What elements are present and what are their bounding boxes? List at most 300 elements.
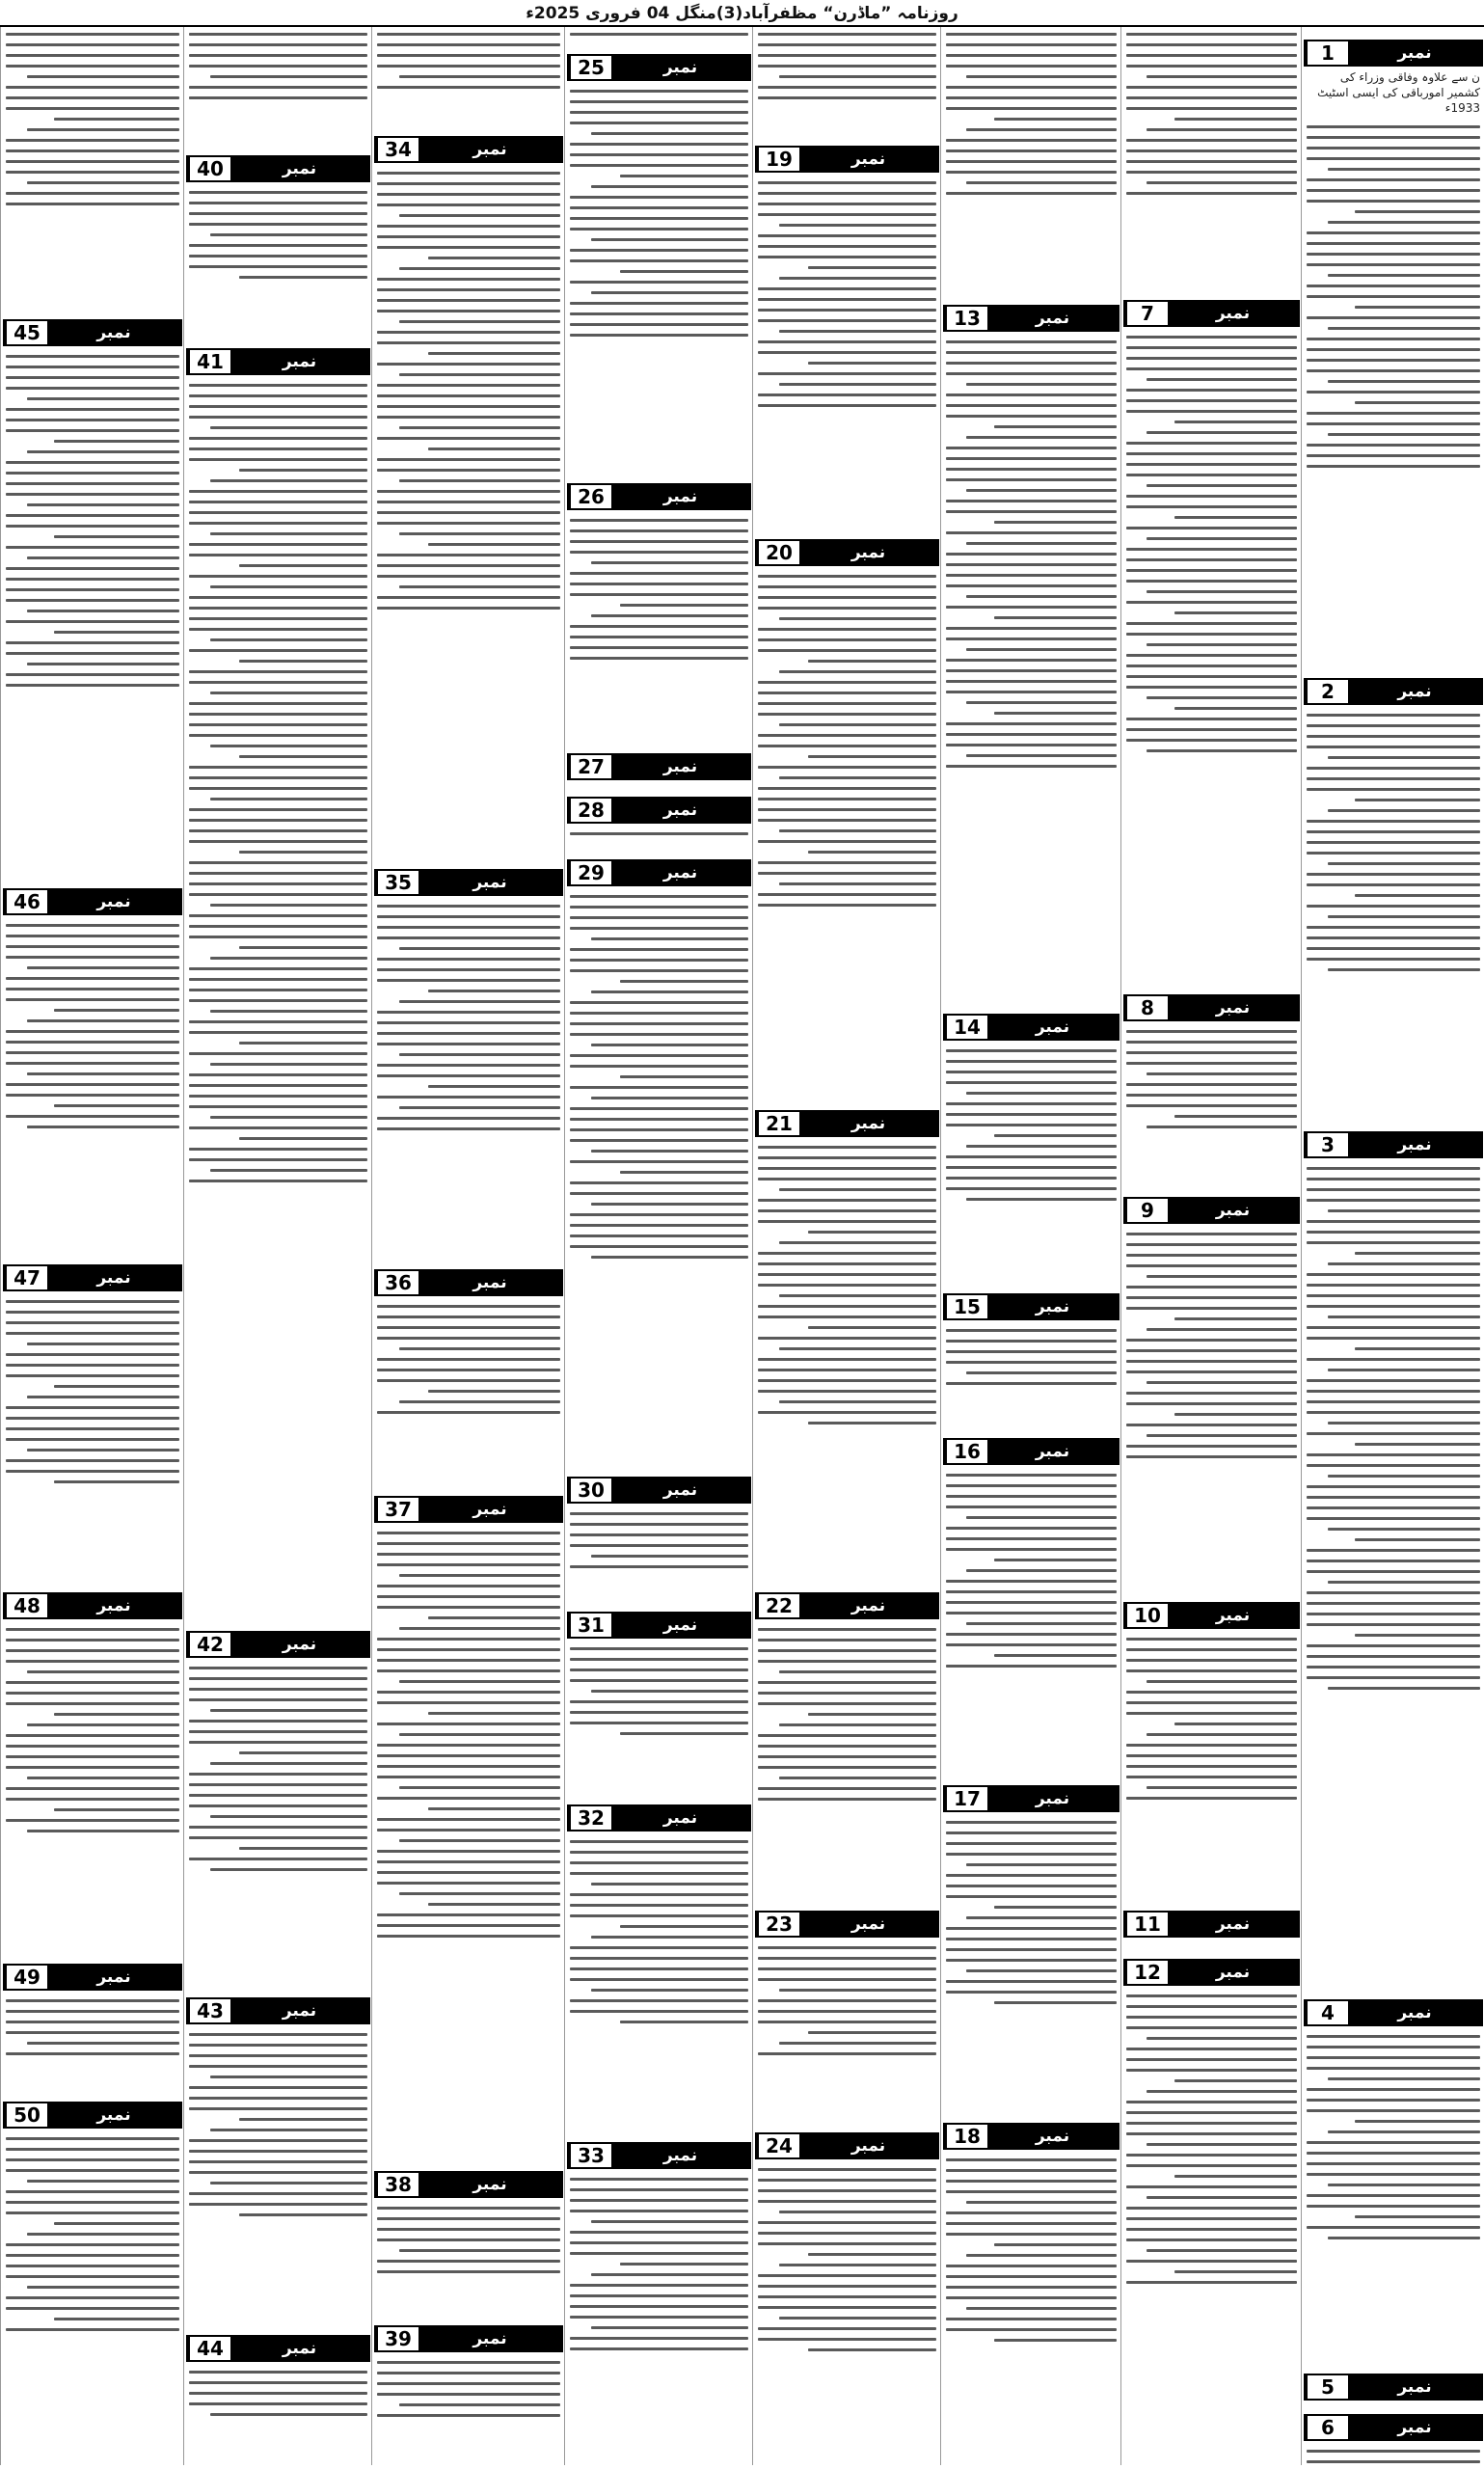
text-line — [377, 1316, 560, 1318]
text-line — [1355, 306, 1480, 309]
text-line — [1126, 107, 1297, 110]
text-line — [1174, 1413, 1297, 1416]
text-line — [1147, 431, 1297, 434]
article-text — [946, 1815, 1117, 2120]
text-line — [1307, 1506, 1480, 1509]
text-line — [570, 1118, 748, 1121]
section-head-23 — [755, 1911, 939, 1938]
text-line — [189, 2054, 367, 2057]
text-line — [1307, 1178, 1480, 1180]
text-line — [189, 2065, 367, 2068]
text-line — [1126, 1296, 1297, 1299]
text-line — [1126, 1445, 1297, 1448]
text-line — [758, 234, 936, 237]
text-line — [808, 1713, 936, 1716]
text-line — [779, 1347, 936, 1350]
text-line — [189, 1095, 367, 1098]
text-line — [1307, 1655, 1480, 1658]
text-line — [54, 1480, 179, 1483]
section-number: 45 — [5, 321, 47, 344]
text-line — [946, 393, 1117, 396]
text-line — [620, 980, 748, 983]
text-line — [758, 2306, 936, 2309]
text-line — [570, 2284, 748, 2287]
text-line — [758, 808, 936, 811]
text-line — [6, 387, 179, 390]
text-line — [1328, 809, 1480, 812]
text-line — [1126, 2228, 1297, 2231]
text-line — [189, 2150, 367, 2153]
text-line — [1126, 1669, 1297, 1672]
text-line — [54, 118, 179, 121]
text-line — [1147, 378, 1297, 381]
text-line — [758, 872, 936, 875]
text-line — [1126, 2026, 1297, 2029]
text-line — [377, 1064, 560, 1067]
text-line — [570, 1065, 748, 1068]
section-number: 37 — [376, 1498, 418, 1521]
text-line — [946, 1340, 1117, 1343]
text-line — [6, 1311, 179, 1314]
text-line — [1307, 147, 1480, 149]
text-line — [1126, 601, 1297, 604]
section-label: نمبر — [799, 2134, 937, 2157]
text-line — [239, 1137, 367, 1140]
text-line — [189, 1052, 367, 1055]
text-line — [189, 2171, 367, 2174]
text-line — [966, 2254, 1117, 2257]
text-line — [1126, 675, 1297, 678]
text-line — [591, 1555, 748, 1558]
text-line — [210, 692, 367, 694]
text-line — [1307, 1485, 1480, 1488]
text-line — [758, 1692, 936, 1695]
text-line — [377, 225, 560, 228]
text-line — [570, 1872, 748, 1875]
text-line — [946, 627, 1117, 630]
text-line — [570, 2337, 748, 2340]
text-line — [189, 734, 367, 737]
text-line — [1126, 33, 1297, 36]
news-column — [0, 27, 184, 2465]
text-line — [779, 330, 936, 333]
text-line — [399, 1733, 560, 1736]
text-line — [210, 2413, 367, 2416]
text-line — [946, 1484, 1117, 1487]
text-line — [377, 1326, 560, 1329]
text-line — [1126, 2069, 1297, 2072]
text-line — [6, 192, 179, 195]
text-line — [570, 1700, 748, 1703]
text-line — [6, 2031, 179, 2034]
text-line — [189, 490, 367, 493]
text-line — [1126, 718, 1297, 720]
text-line — [1126, 367, 1297, 370]
text-line — [1126, 622, 1297, 625]
text-line — [428, 448, 560, 450]
text-line — [1126, 2132, 1297, 2135]
text-line — [189, 384, 367, 387]
text-line — [591, 1097, 748, 1099]
text-line — [399, 2249, 560, 2252]
text-line — [591, 937, 748, 940]
text-line — [1307, 1337, 1480, 1340]
text-line — [570, 1012, 748, 1015]
text-line — [758, 607, 936, 610]
text-line — [1307, 1464, 1480, 1467]
text-line — [1307, 1549, 1480, 1552]
news-column — [940, 27, 1121, 2465]
text-line — [428, 352, 560, 355]
text-line — [946, 1361, 1117, 1364]
text-line — [758, 713, 936, 716]
text-line — [570, 1711, 748, 1714]
text-line — [946, 1124, 1117, 1126]
text-line — [6, 203, 179, 205]
section-head-13 — [943, 305, 1120, 332]
text-line — [1174, 1723, 1297, 1725]
article-text — [189, 185, 367, 345]
text-line — [946, 457, 1117, 460]
article-text — [758, 27, 936, 143]
text-line — [570, 551, 748, 554]
text-line — [1126, 54, 1297, 57]
text-line — [994, 521, 1117, 524]
text-line — [808, 2031, 936, 2034]
text-line — [6, 429, 179, 432]
text-line — [377, 1542, 560, 1545]
text-line — [6, 149, 179, 152]
text-line — [570, 1978, 748, 1981]
section-number: 36 — [376, 1271, 418, 1294]
text-line — [6, 935, 179, 937]
text-line — [377, 2217, 560, 2220]
section-label: نمبر — [611, 1479, 749, 1502]
section-number: 34 — [376, 138, 418, 161]
text-line — [189, 522, 367, 525]
section-head-2 — [1304, 678, 1483, 705]
text-line — [239, 469, 367, 472]
text-line — [189, 511, 367, 514]
text-line — [1307, 1379, 1480, 1382]
text-line — [1307, 1390, 1480, 1393]
section-head-24 — [755, 2132, 939, 2159]
text-line — [758, 575, 936, 578]
text-line — [1307, 746, 1480, 748]
text-line — [946, 1612, 1117, 1614]
section-number: 18 — [945, 2125, 987, 2148]
text-line — [946, 1580, 1117, 1583]
section-number: 35 — [376, 871, 418, 894]
text-line — [210, 75, 367, 78]
text-line — [1355, 2215, 1480, 2218]
text-line — [570, 2252, 748, 2255]
section-label: نمبر — [611, 1614, 749, 1637]
text-line — [399, 1627, 560, 1630]
section-label: نمبر — [1348, 2416, 1481, 2439]
text-line — [591, 561, 748, 564]
text-line — [6, 1364, 179, 1367]
section-head-9 — [1123, 1197, 1300, 1224]
text-line — [1174, 1115, 1297, 1118]
text-line — [1126, 1691, 1297, 1694]
section-number: 23 — [757, 1913, 799, 1936]
text-line — [377, 596, 560, 599]
text-line — [189, 2139, 367, 2142]
text-line — [1328, 1209, 1480, 1212]
section-label: نمبر — [799, 1594, 937, 1617]
text-line — [994, 712, 1117, 715]
text-line — [1307, 338, 1480, 340]
text-line — [239, 755, 367, 758]
news-column — [183, 27, 372, 2465]
text-line — [966, 1516, 1117, 1519]
text-line — [946, 1991, 1117, 1994]
text-line — [758, 319, 936, 322]
article-text — [570, 1641, 748, 1802]
text-line — [1126, 1041, 1297, 1044]
text-line — [779, 1400, 936, 1403]
section-head-36 — [374, 1269, 563, 1296]
text-line — [377, 469, 560, 472]
text-line — [399, 1839, 560, 1842]
text-line — [1126, 580, 1297, 583]
text-line — [399, 1400, 560, 1403]
text-line — [570, 2231, 748, 2234]
text-line — [1307, 444, 1480, 447]
section-head-4 — [1304, 1999, 1483, 2026]
text-line — [946, 96, 1117, 99]
text-line — [6, 493, 179, 496]
article-text — [758, 569, 936, 1107]
text-line — [377, 1818, 560, 1821]
text-line — [1126, 1339, 1297, 1342]
text-line — [570, 1054, 748, 1057]
text-line — [1328, 968, 1480, 971]
text-line — [377, 1595, 560, 1598]
text-line — [1355, 401, 1480, 404]
section-head-14 — [943, 1014, 1120, 1041]
text-line — [1126, 346, 1297, 349]
text-line — [1174, 421, 1297, 423]
article-text — [1307, 2029, 1480, 2371]
text-line — [189, 1730, 367, 1733]
text-line — [377, 2372, 560, 2374]
text-line — [189, 829, 367, 832]
text-line — [570, 1234, 748, 1237]
text-line — [946, 1187, 1117, 1190]
text-line — [758, 1252, 936, 1255]
text-line — [1147, 643, 1297, 646]
text-line — [946, 722, 1117, 725]
text-line — [1126, 1030, 1297, 1033]
text-line — [1126, 65, 1297, 68]
text-line — [1147, 2037, 1297, 2040]
text-line — [570, 1565, 748, 1568]
text-line — [189, 702, 367, 705]
text-line — [377, 1860, 560, 1863]
text-line — [570, 540, 748, 543]
text-line — [1126, 1754, 1297, 1757]
text-line — [570, 1160, 748, 1163]
text-line — [377, 416, 560, 419]
text-line — [758, 1178, 936, 1180]
text-line — [779, 2042, 936, 2045]
text-line — [758, 1681, 936, 1684]
text-line — [210, 1868, 367, 1871]
text-line — [591, 1989, 748, 1992]
article-text — [6, 27, 179, 316]
text-line — [946, 733, 1117, 736]
text-line — [946, 2275, 1117, 2278]
text-line — [570, 1033, 748, 1036]
text-line — [189, 999, 367, 1002]
text-line — [779, 1294, 936, 1297]
text-line — [1126, 160, 1297, 163]
section-number: 12 — [1125, 1961, 1168, 1984]
section-label: نمبر — [47, 2103, 180, 2127]
text-line — [946, 1601, 1117, 1604]
text-line — [758, 393, 936, 396]
text-line — [570, 1086, 748, 1089]
text-line — [994, 1559, 1117, 1561]
text-line — [189, 840, 367, 843]
section-number: 19 — [757, 148, 799, 171]
text-line — [620, 1925, 748, 1928]
text-line — [1307, 1453, 1480, 1456]
text-line — [210, 585, 367, 588]
text-line — [808, 851, 936, 854]
text-line — [54, 1104, 179, 1107]
text-line — [966, 648, 1117, 651]
text-line — [1307, 391, 1480, 393]
text-line — [758, 1411, 936, 1414]
section-head-27 — [567, 753, 751, 780]
text-line — [6, 1745, 179, 1748]
text-line — [758, 904, 936, 907]
text-line — [1126, 171, 1297, 174]
section-label: نمبر — [418, 2327, 561, 2350]
text-line — [946, 553, 1117, 556]
section-number: 47 — [5, 1266, 47, 1289]
news-column — [752, 27, 941, 2465]
text-line — [570, 959, 748, 962]
text-line — [570, 1107, 748, 1110]
text-line — [377, 1701, 560, 1704]
text-line — [591, 2326, 748, 2329]
article-text — [377, 1299, 560, 1493]
text-line — [189, 2192, 367, 2195]
text-line — [6, 546, 179, 549]
text-line — [428, 1085, 560, 1088]
text-line — [6, 2021, 179, 2023]
text-line — [377, 1379, 560, 1382]
article-text — [1307, 120, 1480, 675]
text-line — [6, 567, 179, 570]
section-label: نمبر — [1348, 2001, 1481, 2024]
text-line — [570, 1245, 748, 1248]
section-label: نمبر — [1168, 1913, 1298, 1936]
section-number: 3 — [1306, 1133, 1348, 1156]
text-line — [779, 1188, 936, 1191]
text-line — [1126, 495, 1297, 498]
text-line — [189, 2097, 367, 2100]
section-number: 50 — [5, 2103, 47, 2127]
text-line — [966, 181, 1117, 184]
text-line — [946, 1665, 1117, 1668]
text-line — [779, 1241, 936, 1244]
text-line — [808, 660, 936, 663]
text-line — [1126, 1455, 1297, 1458]
text-line — [1328, 2077, 1480, 2080]
text-line — [570, 657, 748, 660]
text-line — [377, 1585, 560, 1587]
text-line — [377, 86, 560, 89]
text-line — [946, 404, 1117, 407]
article-text — [6, 349, 179, 885]
text-line — [377, 405, 560, 408]
section-head-21 — [755, 1110, 939, 1137]
text-line — [1328, 274, 1480, 277]
text-line — [620, 175, 748, 177]
article-text — [570, 513, 748, 750]
text-line — [779, 670, 936, 673]
article-text — [758, 1940, 936, 2130]
news-column — [371, 27, 565, 2465]
text-line — [189, 776, 367, 779]
text-line — [1307, 200, 1480, 203]
text-line — [377, 363, 560, 366]
text-line — [946, 1980, 1117, 1983]
text-line — [570, 1658, 748, 1661]
text-line — [189, 617, 367, 620]
text-line — [570, 1679, 748, 1682]
text-line — [994, 616, 1117, 619]
text-line — [779, 723, 936, 726]
text-line — [6, 2201, 179, 2204]
text-line — [189, 1794, 367, 1797]
text-line — [758, 256, 936, 258]
text-line — [1307, 1623, 1480, 1626]
section-head-32 — [567, 1804, 751, 1831]
section-number: 31 — [569, 1614, 611, 1637]
text-line — [377, 1606, 560, 1609]
section-number: 44 — [188, 2337, 230, 2360]
text-line — [1147, 1072, 1297, 1075]
text-line — [1126, 452, 1297, 455]
text-line — [758, 1660, 936, 1663]
text-line — [966, 383, 1117, 386]
text-line — [1126, 463, 1297, 466]
text-line — [6, 472, 179, 475]
text-line — [1126, 569, 1297, 572]
section-label: نمبر — [1348, 2375, 1481, 2399]
text-line — [1147, 75, 1297, 78]
text-line — [946, 340, 1117, 343]
text-line — [779, 75, 936, 78]
text-line — [27, 1343, 179, 1345]
text-line — [1147, 1680, 1297, 1683]
text-line — [758, 2295, 936, 2298]
text-line — [570, 1999, 748, 2002]
text-line — [377, 2207, 560, 2210]
text-line — [1307, 788, 1480, 791]
text-line — [210, 745, 367, 747]
text-line — [377, 1669, 560, 1672]
section-label: نمبر — [611, 485, 749, 508]
text-line — [189, 2033, 367, 2036]
article-first-line: ن سے علاوہ وفاقی وزراء کی کشمیر امورباقی کی ایسی اسٹیٹ 1933ء — [1317, 70, 1480, 115]
